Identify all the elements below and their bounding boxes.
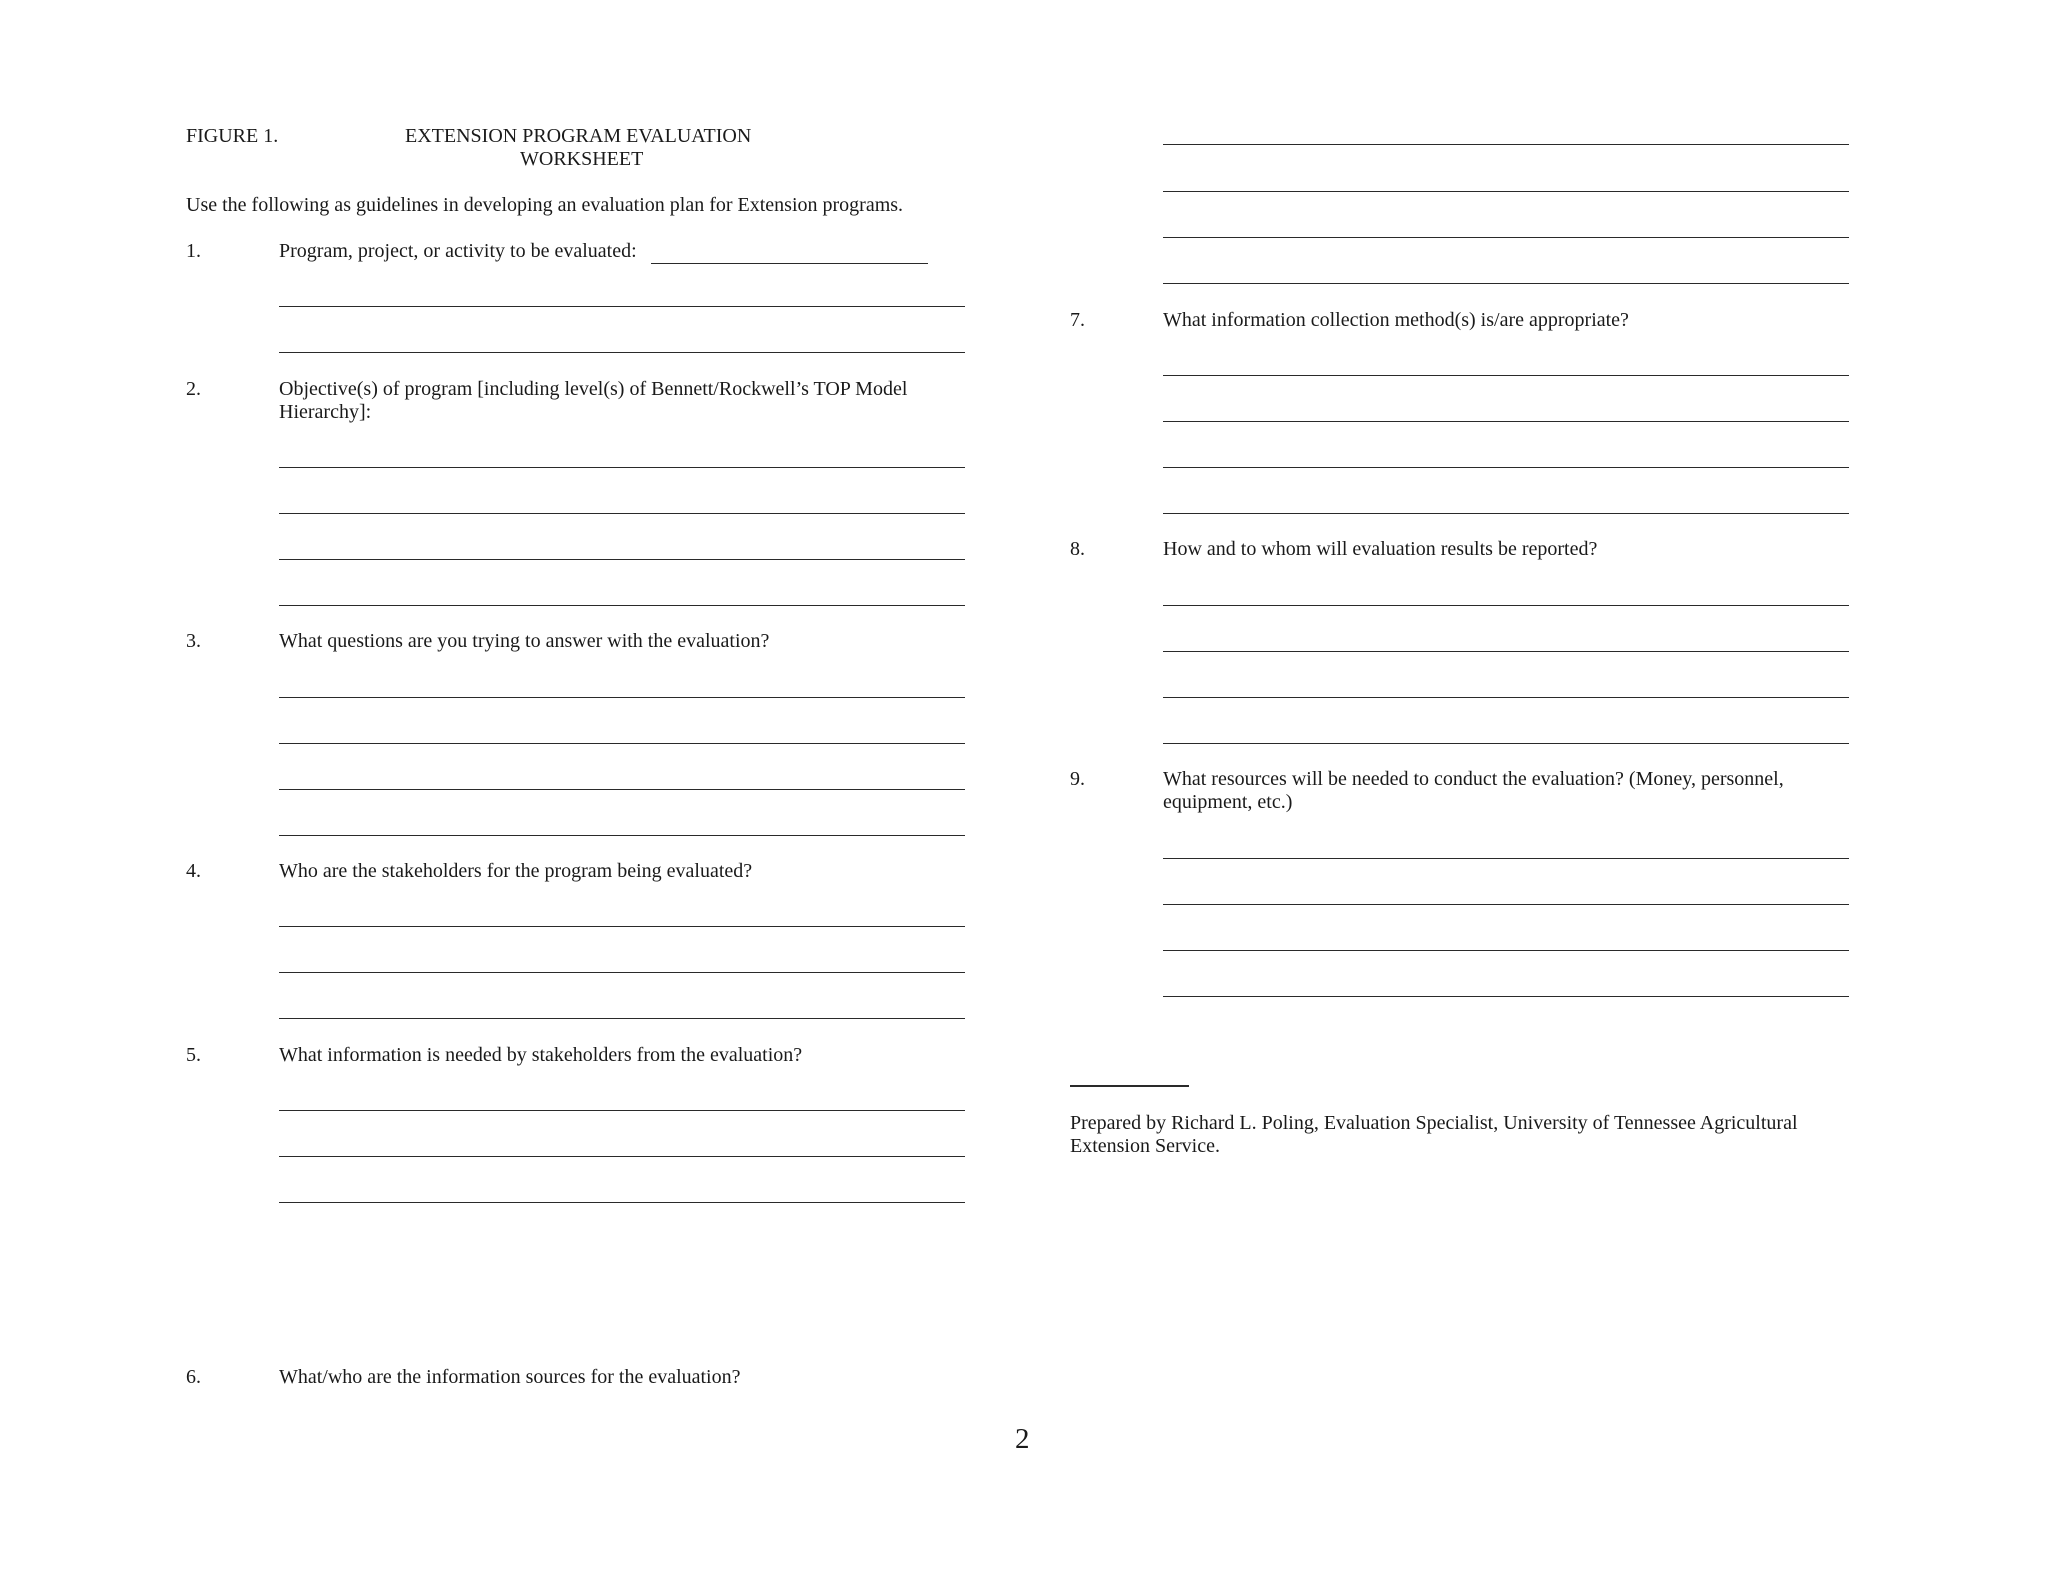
answer-line[interactable] — [651, 263, 928, 264]
answer-line[interactable] — [279, 1202, 965, 1203]
answer-line[interactable] — [1163, 697, 1849, 698]
footnote-line1: Prepared by Richard L. Poling, Evaluation Specialist, University of Tennessee Agricultural — [1070, 1112, 1798, 1134]
question-text-line1: Objective(s) of program [including level(s) of Bennett/Rockwell’s TOP Model — [279, 378, 908, 400]
answer-line[interactable] — [1163, 904, 1849, 905]
question-number: 4. — [186, 860, 201, 882]
answer-line[interactable] — [1163, 996, 1849, 997]
question-text: How and to whom will evaluation results be reported? — [1163, 538, 1598, 560]
answer-line[interactable] — [1163, 283, 1849, 284]
answer-line[interactable] — [1163, 950, 1849, 951]
answer-line[interactable] — [1163, 421, 1849, 422]
answer-line[interactable] — [1163, 375, 1849, 376]
answer-line[interactable] — [279, 972, 965, 973]
answer-line[interactable] — [279, 1018, 965, 1019]
question-text: What/who are the information sources for the evaluation? — [279, 1366, 741, 1388]
answer-line[interactable] — [279, 697, 965, 698]
question-text: Program, project, or activity to be evaluated: — [279, 240, 637, 262]
question-text-line1: What resources will be needed to conduct the evaluation? (Money, personnel, — [1163, 768, 1784, 790]
answer-line[interactable] — [279, 1110, 965, 1111]
question-number: 8. — [1070, 538, 1085, 560]
question-number: 6. — [186, 1366, 201, 1388]
worksheet-title-line2: WORKSHEET — [520, 148, 644, 170]
answer-line[interactable] — [279, 605, 965, 606]
intro-text: Use the following as guidelines in developing an evaluation plan for Extension programs. — [186, 194, 904, 216]
answer-line[interactable] — [279, 743, 965, 744]
question-number: 3. — [186, 630, 201, 652]
answer-line[interactable] — [1163, 144, 1849, 145]
answer-line[interactable] — [279, 835, 965, 836]
answer-line[interactable] — [1163, 467, 1849, 468]
question-text: What questions are you trying to answer with the evaluation? — [279, 630, 770, 652]
answer-line[interactable] — [1163, 237, 1849, 238]
answer-line[interactable] — [1163, 191, 1849, 192]
question-number: 7. — [1070, 309, 1085, 331]
question-text: What information collection method(s) is/are appropriate? — [1163, 309, 1629, 331]
footnote-separator — [1070, 1085, 1189, 1087]
answer-line[interactable] — [279, 513, 965, 514]
answer-line[interactable] — [1163, 605, 1849, 606]
answer-line[interactable] — [1163, 513, 1849, 514]
answer-line[interactable] — [279, 926, 965, 927]
worksheet-title-line1: EXTENSION PROGRAM EVALUATION — [405, 125, 752, 147]
footnote-line2: Extension Service. — [1070, 1135, 1220, 1157]
answer-line[interactable] — [1163, 743, 1849, 744]
question-number: 5. — [186, 1044, 201, 1066]
answer-line[interactable] — [279, 1156, 965, 1157]
answer-line[interactable] — [1163, 651, 1849, 652]
question-text: Who are the stakeholders for the program being evaluated? — [279, 860, 753, 882]
page-number: 2 — [1015, 1423, 1030, 1455]
answer-line[interactable] — [279, 789, 965, 790]
question-text: What information is needed by stakeholders from the evaluation? — [279, 1044, 803, 1066]
answer-line[interactable] — [279, 559, 965, 560]
answer-line[interactable] — [279, 352, 965, 353]
question-number: 9. — [1070, 768, 1085, 790]
question-number: 1. — [186, 240, 201, 262]
question-text-line2: Hierarchy]: — [279, 401, 372, 423]
answer-line[interactable] — [1163, 858, 1849, 859]
question-text-line2: equipment, etc.) — [1163, 791, 1293, 813]
answer-line[interactable] — [279, 467, 965, 468]
question-number: 2. — [186, 378, 201, 400]
figure-label: FIGURE 1. — [186, 125, 279, 147]
answer-line[interactable] — [279, 306, 965, 307]
